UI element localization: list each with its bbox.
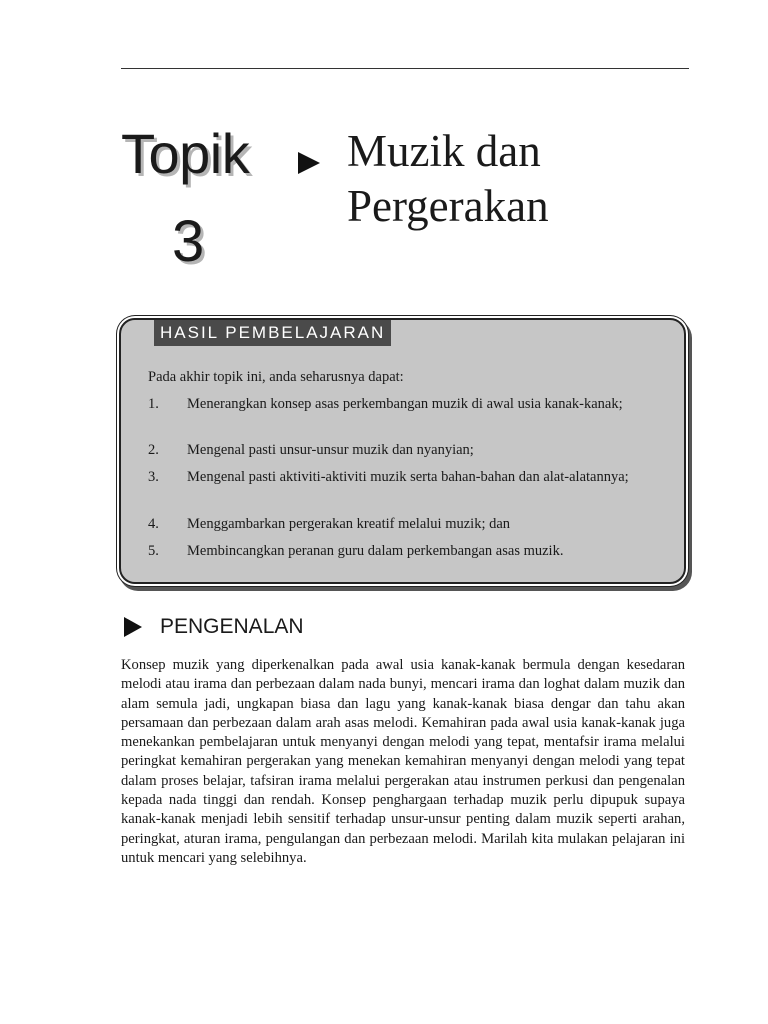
list-item [148,515,658,533]
top-rule [121,68,689,69]
intro-paragraph: Konsep muzik yang diperkenalkan pada awal usia kanak-kanak bermula dengan kesedaran melodi atau irama dan perbezaan dalam nada bunyi, mencari irama dan loghat dalam muzik dan alam semula jadi, ungkapan biasa dan lagu yang kanak-kanak biasa dengar dan tahu akan persamaan dan perbezaan dalam arah asas melodi. Kemahiran pada awal usia kanak-kanak juga menekankan pembelajaran untuk menyanyi dengan melodi yang tepat, mentafsir irama melalui peringkat kemahiran pergerakan yang menekan kemahiran menyanyi dengan melodi yang tepat dalam proses belajar, tafsiran irama melalui pergerakan atau instrumen perkusi dan pengenalan kepada nada tinggi dan rendah. Konsep penghargaan terhadap muzik perlu dipupuk supaya kanak-kanak menjadi lebih sensitif terhadap unsur-unsur penting dalam muzik seperti arahan, peringkat, aturan irama, pengulangan dan perbezaan melodi. Marilah kita mulakan pelajaran ini untuk mencari yang selebihnya. [121,657,685,866]
topic-number: 3 [172,209,205,274]
list-item [148,441,658,459]
list-item-text: Menerangkan konsep asas perkembangan muzik di awal usia kanak-kanak; [187,396,623,412]
section-heading: PENGENALAN [160,615,304,638]
list-item-number: 1. [148,396,159,412]
page-title [347,124,549,234]
triangle-arrow-icon [298,152,320,174]
topic-label: Topik [121,122,250,185]
list-item [148,395,658,413]
learning-outcomes-intro: Pada akhir topik ini, anda seharusnya dapat: [148,369,404,385]
title-line-1: Muzik dan [347,126,541,176]
list-item-text: Membincangkan peranan guru dalam perkembangan asas muzik. [187,543,564,559]
list-item-text: Mengenal pasti unsur-unsur muzik dan nyanyian; [187,442,474,458]
list-item [148,468,658,486]
list-item-text: Menggambarkan pergerakan kreatif melalui muzik; dan [187,516,511,532]
triangle-arrow-icon [124,617,142,637]
list-item-number: 2. [148,442,159,458]
list-item-number: 3. [148,469,159,485]
list-item [148,542,658,560]
title-line-2: Pergerakan [347,181,549,231]
list-item-text: Mengenal pasti aktiviti-aktiviti muzik serta bahan-bahan dan alat-alatannya; [187,469,629,485]
learning-outcomes-label: HASIL PEMBELAJARAN [154,320,391,346]
list-item-number: 4. [148,516,159,532]
list-item-number: 5. [148,543,159,559]
